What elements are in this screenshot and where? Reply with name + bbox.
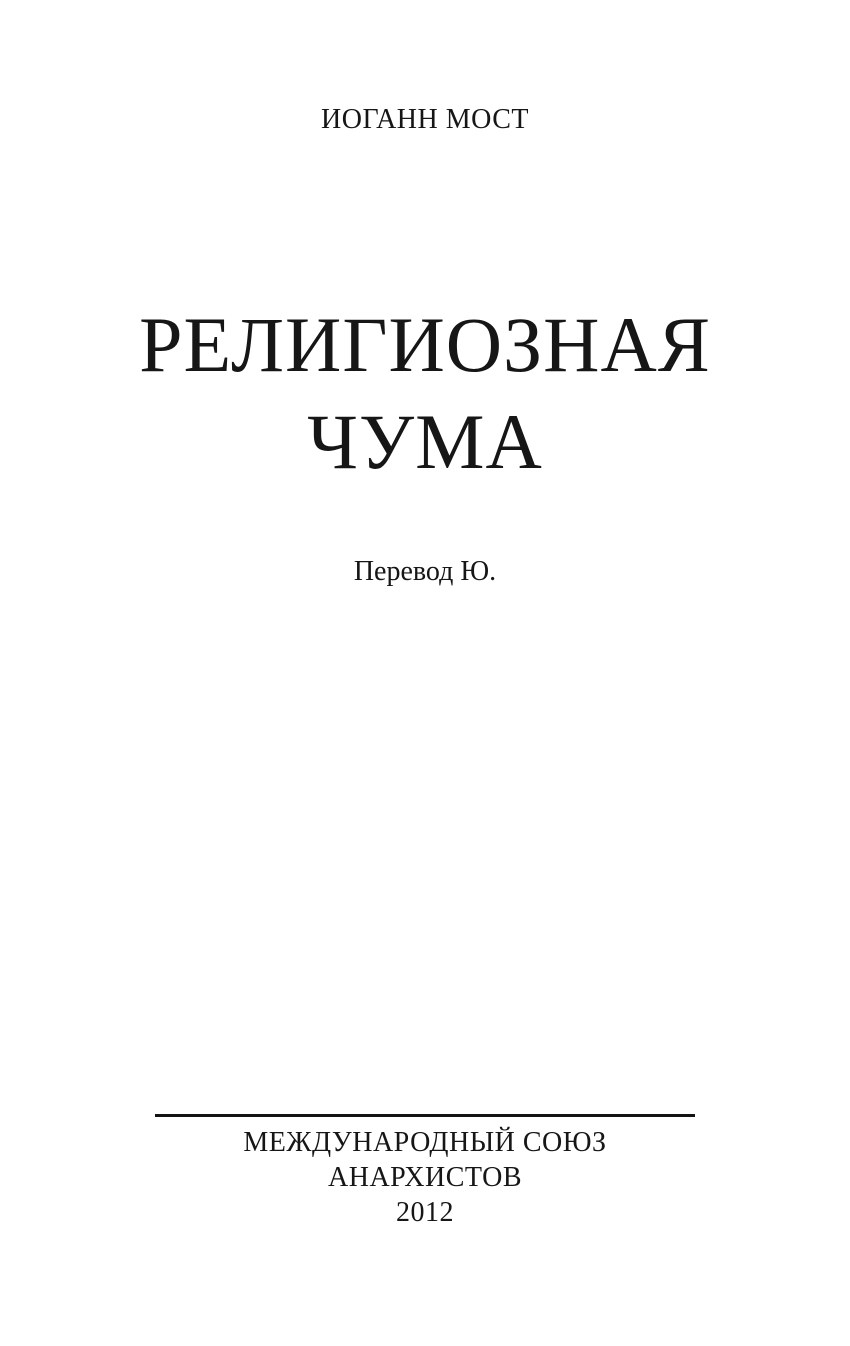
publication-year: 2012 xyxy=(396,1197,454,1228)
book-title-line-2: ЧУМА xyxy=(307,398,543,485)
book-title-line-1: РЕЛИГИОЗНАЯ xyxy=(139,301,711,388)
publisher-imprint xyxy=(0,1114,850,1230)
book-title xyxy=(0,296,850,490)
imprint-divider-rule xyxy=(155,1114,695,1117)
publisher-name-line-1: МЕЖДУНАРОДНЫЙ СОЮЗ xyxy=(243,1127,607,1158)
author-name: ИОГАНН МОСТ xyxy=(321,104,529,135)
translator-credit: Перевод Ю. xyxy=(353,556,497,587)
publisher-name-line-2: АНАРХИСТОВ xyxy=(328,1162,522,1193)
